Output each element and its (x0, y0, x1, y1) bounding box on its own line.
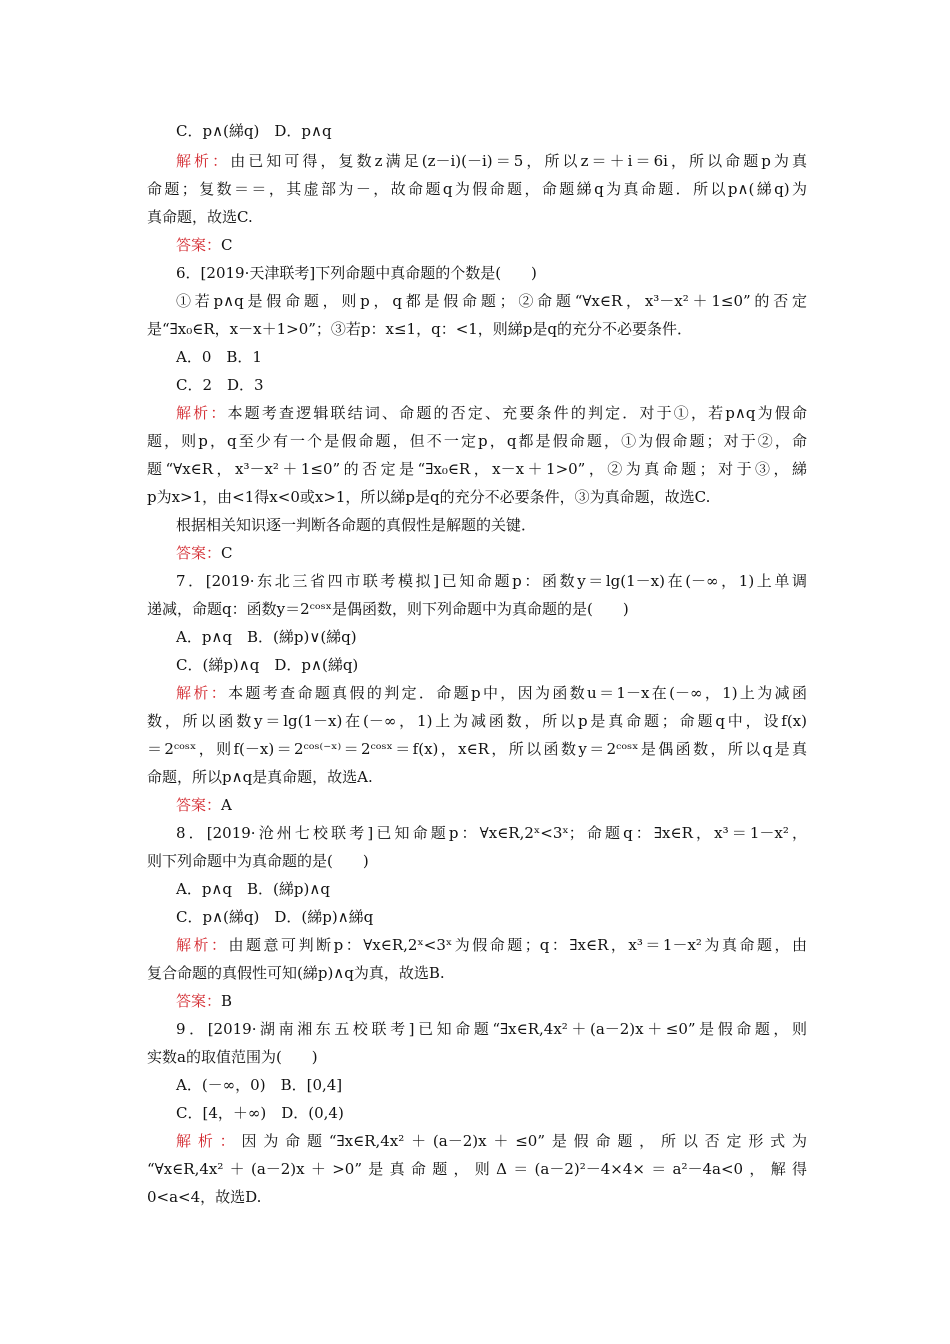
q9-analysis-line: 0<a<4，故选D. (147, 1188, 262, 1206)
answer-value: C (221, 236, 233, 254)
analysis-text: 本题考查逻辑联结词、命题的否定、充要条件的判定．对于①，若p∧q为假命 (227, 404, 807, 422)
answer-value: A (221, 796, 232, 814)
analysis-text: 因为命题“∃x∈R,4x²＋(a－2)x＋≤0”是假命题，所以否定形式为 (241, 1132, 807, 1150)
answer-value: B (221, 992, 233, 1010)
answer-label: 答案： (176, 236, 222, 254)
q9-options-ab: A．(－∞，0) B．[0,4] (176, 1076, 343, 1094)
q5-analysis-line: 命题；复数＝＝，其虚部为－，故命题q为假命题，命题綈q为真命题．所以p∧(綈q)为 (147, 180, 807, 198)
q6-body-line: ①若p∧q是假命题，则p，q都是假命题；②命题“∀x∈R，x³－x²＋1≤0”的否定 (176, 292, 807, 310)
q9-stem-line: 实数a的取值范围为( ) (147, 1048, 318, 1066)
q8-analysis-line (176, 932, 807, 958)
q7-analysis-line: 数，所以函数y＝lg(1－x)在(－∞，1)上为减函数，所以p是真命题；命题q中，设f(x) (147, 712, 807, 730)
analysis-text: 由已知可得，复数z满足(z－i)(－i)＝5，所以z＝＋i＝6i，所以命题p为真 (230, 152, 807, 170)
q9-options-cd: C．[4，＋∞) D．(0,4) (176, 1104, 344, 1122)
q8-options-cd: C．p∧(綈q) D．(綈p)∧綈q (176, 908, 374, 926)
q6-analysis-line: 题，则p，q至少有一个是假命题，但不一定p，q都是假命题，①为假命题；对于②，命 (147, 432, 807, 450)
q8-options-ab: A．p∧q B．(綈p)∧q (176, 880, 330, 898)
analysis-text: 本题考查命题真假的判定．命题p中，因为函数u＝1－x在(－∞，1)上为减函 (228, 684, 807, 702)
q7-options-ab: A．p∧q B．(綈p)∨(綈q) (176, 628, 357, 646)
q6-answer (176, 540, 807, 566)
q6-note: 根据相关知识逐一判断各命题的真假性是解题的关键． (176, 516, 537, 534)
q7-analysis-line (176, 680, 807, 706)
analysis-label: 解析： (176, 936, 229, 954)
q8-analysis-line: 复合命题的真假性可知(綈p)∧q为真，故选B. (147, 964, 445, 982)
q6-options-ab: A．0 B．1 (176, 348, 262, 366)
q5-analysis-line: 真命题，故选C. (147, 208, 253, 226)
q6-analysis-line: p为x>1，由<1得x<0或x>1，所以綈p是q的充分不必要条件，③为真命题，故选C. (147, 488, 711, 506)
q9-stem-line: 9．[2019·湖南湘东五校联考]已知命题“∃x∈R,4x²＋(a－2)x＋≤0”是假命题，则 (176, 1020, 807, 1038)
analysis-label: 解析： (176, 1132, 242, 1150)
q5-options-cd: C．p∧(綈q) D．p∧q (176, 122, 332, 140)
answer-label: 答案： (176, 992, 222, 1010)
q7-answer (176, 792, 807, 818)
answer-value: C (221, 544, 233, 562)
q6-stem: 6．[2019·天津联考]下列命题中真命题的个数是( ) (176, 264, 537, 282)
q5-answer (176, 232, 807, 258)
q7-stem-line: 递减，命题q：函数y＝2ᶜᵒˢˣ是偶函数，则下列命题中为真命题的是( ) (147, 600, 629, 618)
analysis-label: 解析： (176, 152, 231, 170)
q8-stem-line: 则下列命题中为真命题的是( ) (147, 852, 369, 870)
q7-options-cd: C．(綈p)∧q D．p∧(綈q) (176, 656, 359, 674)
answer-label: 答案： (176, 544, 222, 562)
analysis-label: 解析： (176, 404, 228, 422)
answer-label: 答案： (176, 796, 222, 814)
analysis-label: 解析： (176, 684, 229, 702)
q9-analysis-line: “∀x∈R,4x²＋(a－2)x＋>0”是真命题，则Δ＝(a－2)²－4×4×＝a²－4a<0，解得 (147, 1160, 807, 1178)
q5-analysis-line (176, 148, 807, 174)
q6-options-cd: C．2 D．3 (176, 376, 264, 394)
analysis-text: 由题意可判断p：∀x∈R,2ˣ<3ˣ为假命题；q：∃x∈R，x³＝1－x²为真命题，由 (228, 936, 807, 954)
q8-answer (176, 988, 807, 1014)
q8-stem-line: 8．[2019·沧州七校联考]已知命题p：∀x∈R,2ˣ<3ˣ；命题q：∃x∈R，x³＝1－x²， (176, 824, 807, 842)
q6-analysis-line: 题“∀x∈R，x³－x²＋1≤0”的否定是“∃x₀∈R，x－x＋1>0”，②为真命题；对于③，綈 (147, 460, 807, 478)
q6-body-line: 是“∃x₀∈R，x－x＋1>0”；③若p：x≤1，q：<1，则綈p是q的充分不必要条件． (147, 320, 693, 338)
q7-analysis-line: ＝2ᶜᵒˢˣ，则f(－x)＝2ᶜᵒˢ⁽⁻ˣ⁾＝2ᶜᵒˢˣ＝f(x)，x∈R，所以函数y＝2ᶜᵒˢˣ是偶函数，所以q是真 (147, 740, 807, 758)
q9-analysis-line (176, 1128, 807, 1154)
q6-analysis-line (176, 400, 807, 426)
q7-stem-line: 7．[2019·东北三省四市联考模拟]已知命题p：函数y＝lg(1－x)在(－∞，1)上单调 (176, 572, 807, 590)
q7-analysis-line: 命题，所以p∧q是真命题，故选A. (147, 768, 373, 786)
